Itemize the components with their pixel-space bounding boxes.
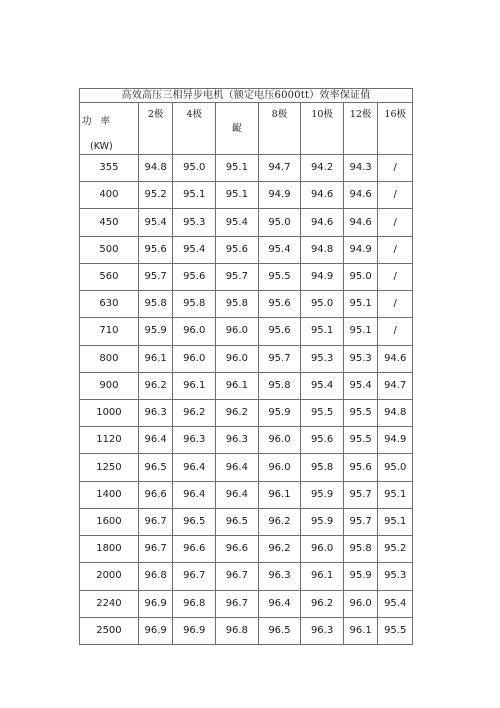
table-row (80, 617, 413, 644)
efficiency-cell: 94.8 (301, 236, 344, 263)
efficiency-cell: 96.1 (173, 372, 216, 399)
efficiency-cell: 95.0 (258, 209, 301, 236)
efficiency-cell: 96.6 (173, 536, 216, 563)
efficiency-cell: 96.0 (301, 536, 344, 563)
efficiency-cell: 95.5 (378, 617, 413, 644)
efficiency-cell: 95.6 (138, 236, 173, 263)
efficiency-cell: 96.1 (216, 372, 259, 399)
efficiency-cell: 95.0 (343, 263, 378, 290)
efficiency-cell: 94.8 (138, 155, 173, 182)
power-cell: 900 (80, 372, 139, 399)
power-cell: 560 (80, 263, 139, 290)
power-cell: 400 (80, 182, 139, 209)
efficiency-cell: 96.2 (258, 536, 301, 563)
efficiency-cell: 96.7 (216, 563, 259, 590)
table-row (80, 508, 413, 535)
power-cell: 800 (80, 345, 139, 372)
efficiency-cell: / (378, 236, 413, 263)
efficiency-cell: 96.5 (258, 617, 301, 644)
efficiency-cell: 96.3 (138, 399, 173, 426)
efficiency-cell: 95.1 (173, 182, 216, 209)
efficiency-cell: 96.9 (138, 617, 173, 644)
efficiency-cell: 96.1 (138, 345, 173, 372)
efficiency-cell: 95.7 (343, 508, 378, 535)
efficiency-cell: 95.4 (138, 209, 173, 236)
table-row (80, 236, 413, 263)
efficiency-cell: 96.4 (216, 454, 259, 481)
efficiency-cell: 96.6 (138, 481, 173, 508)
efficiency-cell: 95.9 (301, 508, 344, 535)
efficiency-cell: 94.6 (301, 209, 344, 236)
efficiency-cell: 96.9 (173, 617, 216, 644)
efficiency-cell: 95.5 (343, 399, 378, 426)
table-row (80, 182, 413, 209)
efficiency-cell: 95.1 (301, 318, 344, 345)
efficiency-cell: 94.6 (343, 182, 378, 209)
pole-header-2: 2极 (138, 103, 173, 155)
efficiency-table (79, 88, 413, 645)
efficiency-cell: 95.4 (258, 236, 301, 263)
efficiency-cell: 95.9 (343, 563, 378, 590)
efficiency-cell: 96.0 (343, 590, 378, 617)
efficiency-cell: 95.5 (343, 427, 378, 454)
table-row (80, 209, 413, 236)
table-row (80, 155, 413, 182)
efficiency-cell: 96.2 (258, 508, 301, 535)
efficiency-cell: 96.4 (173, 454, 216, 481)
efficiency-cell: 95.5 (301, 399, 344, 426)
power-cell: 2500 (80, 617, 139, 644)
power-cell: 1120 (80, 427, 139, 454)
table-row (80, 481, 413, 508)
efficiency-cell: 96.1 (301, 563, 344, 590)
table-row (80, 536, 413, 563)
efficiency-cell: 95.6 (258, 291, 301, 318)
efficiency-cell: 96.6 (216, 536, 259, 563)
efficiency-cell: 96.3 (173, 427, 216, 454)
efficiency-cell: 95.3 (378, 563, 413, 590)
efficiency-cell: 95.4 (216, 209, 259, 236)
power-label: 功 率 (82, 116, 114, 127)
efficiency-cell: 95.2 (138, 182, 173, 209)
table-row (80, 345, 413, 372)
efficiency-cell: 96.9 (138, 590, 173, 617)
efficiency-cell: 96.7 (216, 590, 259, 617)
pole-header-16: 16极 (378, 103, 413, 155)
efficiency-cell: 96.7 (138, 508, 173, 535)
efficiency-cell: 95.6 (258, 318, 301, 345)
power-cell: 1600 (80, 508, 139, 535)
efficiency-cell: 95.7 (258, 345, 301, 372)
efficiency-cell: 96.3 (216, 427, 259, 454)
efficiency-cell: / (378, 209, 413, 236)
efficiency-cell: 96.5 (216, 508, 259, 535)
table-row (80, 399, 413, 426)
efficiency-cell: 96.7 (138, 536, 173, 563)
efficiency-cell: 95.4 (378, 590, 413, 617)
header-row (80, 103, 413, 155)
efficiency-cell: 94.6 (301, 182, 344, 209)
efficiency-cell: 95.0 (173, 155, 216, 182)
efficiency-cell: 96.7 (173, 563, 216, 590)
efficiency-cell: 95.8 (343, 536, 378, 563)
efficiency-cell: 96.2 (301, 590, 344, 617)
efficiency-cell: 94.8 (378, 399, 413, 426)
efficiency-cell: 94.7 (258, 155, 301, 182)
pole-header-10: 10极 (301, 103, 344, 155)
efficiency-cell: 96.0 (216, 345, 259, 372)
efficiency-cell: 95.1 (378, 481, 413, 508)
efficiency-cell: / (378, 263, 413, 290)
efficiency-cell: 95.8 (173, 291, 216, 318)
efficiency-cell: 96.3 (301, 617, 344, 644)
efficiency-cell: 96.4 (258, 590, 301, 617)
power-unit-label: (KW) (90, 141, 113, 152)
efficiency-cell: 94.9 (378, 427, 413, 454)
efficiency-cell: 95.7 (343, 481, 378, 508)
efficiency-cell: 95.8 (216, 291, 259, 318)
efficiency-cell: 95.4 (301, 372, 344, 399)
efficiency-cell: 95.4 (173, 236, 216, 263)
efficiency-cell: / (378, 318, 413, 345)
efficiency-cell: 95.8 (301, 454, 344, 481)
power-cell: 710 (80, 318, 139, 345)
power-cell: 1400 (80, 481, 139, 508)
table-row (80, 318, 413, 345)
efficiency-cell: 95.1 (343, 318, 378, 345)
efficiency-cell: 96.1 (343, 617, 378, 644)
pole-header-12: 12极 (343, 103, 378, 155)
efficiency-cell: 95.4 (343, 372, 378, 399)
table-row (80, 427, 413, 454)
pole-header-4: 4极 (173, 103, 216, 155)
efficiency-cell: 96.0 (258, 454, 301, 481)
efficiency-cell: 95.1 (216, 182, 259, 209)
efficiency-cell: 96.5 (138, 454, 173, 481)
table-row (80, 263, 413, 290)
efficiency-cell: 95.7 (216, 263, 259, 290)
efficiency-cell: 96.8 (138, 563, 173, 590)
efficiency-cell: 94.6 (343, 209, 378, 236)
power-cell: 2000 (80, 563, 139, 590)
efficiency-cell: 95.6 (216, 236, 259, 263)
table-row (80, 291, 413, 318)
efficiency-cell: 96.4 (173, 481, 216, 508)
table-row (80, 563, 413, 590)
efficiency-cell: 95.1 (216, 155, 259, 182)
efficiency-cell: 96.0 (216, 318, 259, 345)
efficiency-cell: 95.6 (301, 427, 344, 454)
efficiency-cell: 96.8 (216, 617, 259, 644)
table-title: 高效高压三相异步电机（额定电压6000tt）效率保证值 (80, 89, 413, 103)
power-cell: 1000 (80, 399, 139, 426)
efficiency-cell: / (378, 182, 413, 209)
efficiency-cell: 96.4 (138, 427, 173, 454)
efficiency-cell: 94.7 (378, 372, 413, 399)
efficiency-cell: 94.9 (343, 236, 378, 263)
efficiency-cell: 96.8 (173, 590, 216, 617)
efficiency-cell: 95.6 (173, 263, 216, 290)
power-cell: 1250 (80, 454, 139, 481)
efficiency-cell: 95.1 (343, 291, 378, 318)
efficiency-cell: 95.0 (378, 454, 413, 481)
efficiency-cell: / (378, 155, 413, 182)
power-cell: 1800 (80, 536, 139, 563)
table-row (80, 590, 413, 617)
power-cell: 630 (80, 291, 139, 318)
efficiency-cell: 96.5 (173, 508, 216, 535)
pole-header-8: 8极 (258, 103, 301, 155)
pole-header-6: 齪 (216, 103, 259, 155)
table-row (80, 454, 413, 481)
power-cell: 450 (80, 209, 139, 236)
efficiency-cell: 96.3 (258, 563, 301, 590)
power-cell: 2240 (80, 590, 139, 617)
efficiency-cell: 95.1 (378, 508, 413, 535)
efficiency-cell: 95.6 (343, 454, 378, 481)
efficiency-cell: 96.4 (216, 481, 259, 508)
efficiency-cell: 95.8 (138, 291, 173, 318)
efficiency-cell: 95.2 (378, 536, 413, 563)
efficiency-cell: 95.3 (301, 345, 344, 372)
efficiency-cell: 95.3 (343, 345, 378, 372)
efficiency-cell: 96.0 (173, 345, 216, 372)
power-header (80, 103, 139, 155)
efficiency-cell: 94.9 (301, 263, 344, 290)
efficiency-cell: 95.3 (173, 209, 216, 236)
efficiency-cell: 94.3 (343, 155, 378, 182)
efficiency-cell: 95.8 (258, 372, 301, 399)
efficiency-cell: 95.9 (301, 481, 344, 508)
efficiency-cell: 96.1 (258, 481, 301, 508)
power-cell: 500 (80, 236, 139, 263)
table-row (80, 372, 413, 399)
efficiency-cell: 94.6 (378, 345, 413, 372)
efficiency-table-container (79, 88, 413, 645)
efficiency-cell: 96.2 (216, 399, 259, 426)
efficiency-cell: 96.0 (258, 427, 301, 454)
efficiency-cell: 95.5 (258, 263, 301, 290)
table-body (80, 155, 413, 645)
efficiency-cell: 95.9 (138, 318, 173, 345)
efficiency-cell: 95.9 (258, 399, 301, 426)
power-cell: 355 (80, 155, 139, 182)
efficiency-cell: 95.7 (138, 263, 173, 290)
efficiency-cell: 96.2 (173, 399, 216, 426)
efficiency-cell: 96.2 (138, 372, 173, 399)
efficiency-cell: / (378, 291, 413, 318)
efficiency-cell: 95.0 (301, 291, 344, 318)
efficiency-cell: 94.9 (258, 182, 301, 209)
efficiency-cell: 94.2 (301, 155, 344, 182)
efficiency-cell: 96.0 (173, 318, 216, 345)
